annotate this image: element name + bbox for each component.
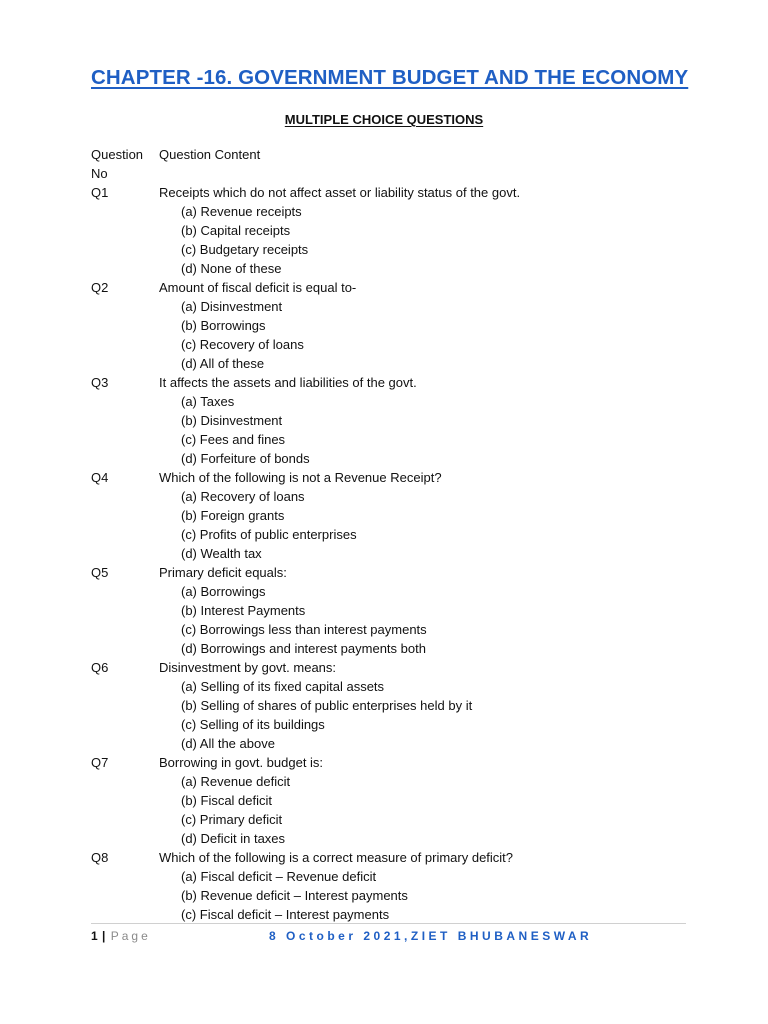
section-title: MULTIPLE CHOICE QUESTIONS (284, 112, 484, 127)
question-row (91, 373, 691, 392)
chapter-title: CHAPTER -16. GOVERNMENT BUDGET AND THE ECONOMY (91, 66, 689, 89)
page-number: 1 (91, 929, 98, 943)
header-question-content: Question Content (159, 147, 261, 162)
option-item: (c) Profits of public enterprises (181, 527, 357, 542)
page-separator: | (102, 929, 106, 943)
option-item: (c) Selling of its buildings (181, 717, 325, 732)
option-item: (d) Deficit in taxes (181, 831, 286, 846)
option-item: (a) Taxes (181, 394, 235, 409)
option-item: (b) Foreign grants (181, 508, 285, 523)
option-item: (b) Disinvestment (181, 413, 283, 428)
option-item: (c) Borrowings less than interest payments (181, 622, 427, 637)
question-number: Q3 (91, 375, 109, 390)
option-item: (a) Fiscal deficit – Revenue deficit (181, 869, 377, 884)
footer-date-source: 8 October 2021,ZIET BHUBANESWAR (269, 929, 593, 943)
question-row (91, 848, 691, 867)
option-item: (c) Recovery of loans (181, 337, 304, 352)
question-text: Amount of fiscal deficit is equal to- (159, 280, 357, 295)
option-item: (d) All the above (181, 736, 275, 751)
option-item: (b) Borrowings (181, 318, 266, 333)
option-item: (a) Selling of its fixed capital assets (181, 679, 385, 694)
option-item: (c) Fees and fines (181, 432, 286, 447)
footer-divider (91, 923, 686, 924)
question-number: Q2 (91, 280, 109, 295)
option-item: (d) All of these (181, 356, 265, 371)
header-question-no: Question (91, 147, 144, 162)
table-header-row (91, 145, 691, 164)
question-row (91, 278, 691, 297)
question-text: Primary deficit equals: (159, 565, 287, 580)
question-text: Which of the following is not a Revenue Receipt? (159, 470, 442, 485)
question-number: Q4 (91, 470, 109, 485)
question-row (91, 563, 691, 582)
question-row (91, 658, 691, 677)
option-item: (c) Budgetary receipts (181, 242, 309, 257)
question-text: Receipts which do not affect asset or liability status of the govt. (159, 185, 521, 200)
table-header-row-2 (91, 164, 691, 183)
option-item: (b) Fiscal deficit (181, 793, 273, 808)
page-footer (91, 927, 691, 945)
option-item: (a) Disinvestment (181, 299, 283, 314)
option-item: (b) Interest Payments (181, 603, 306, 618)
question-row (91, 468, 691, 487)
option-item: (c) Primary deficit (181, 812, 283, 827)
question-number: Q6 (91, 660, 109, 675)
question-row (91, 183, 691, 202)
option-item: (b) Capital receipts (181, 223, 291, 238)
question-text: Borrowing in govt. budget is: (159, 755, 324, 770)
question-row (91, 753, 691, 772)
question-number: Q7 (91, 755, 109, 770)
question-text: It affects the assets and liabilities of the govt. (159, 375, 417, 390)
question-table (91, 145, 691, 924)
option-item: (a) Revenue deficit (181, 774, 291, 789)
question-text: Which of the following is a correct measure of primary deficit? (159, 850, 514, 865)
question-number: Q1 (91, 185, 109, 200)
option-item: (d) Borrowings and interest payments both (181, 641, 426, 656)
option-item: (d) Wealth tax (181, 546, 262, 561)
option-item: (a) Borrowings (181, 584, 266, 599)
option-item: (b) Revenue deficit – Interest payments (181, 888, 408, 903)
question-number: Q5 (91, 565, 109, 580)
page-label: Page (110, 929, 151, 943)
option-item: (b) Selling of shares of public enterprises held by it (181, 698, 473, 713)
question-text: Disinvestment by govt. means: (159, 660, 337, 675)
option-item: (a) Recovery of loans (181, 489, 305, 504)
option-item: (c) Fiscal deficit – Interest payments (181, 907, 390, 922)
option-item: (d) None of these (181, 261, 282, 276)
option-item: (d) Forfeiture of bonds (181, 451, 310, 466)
question-number: Q8 (91, 850, 109, 865)
header-question-no-line2: No (91, 166, 108, 181)
option-item: (a) Revenue receipts (181, 204, 302, 219)
